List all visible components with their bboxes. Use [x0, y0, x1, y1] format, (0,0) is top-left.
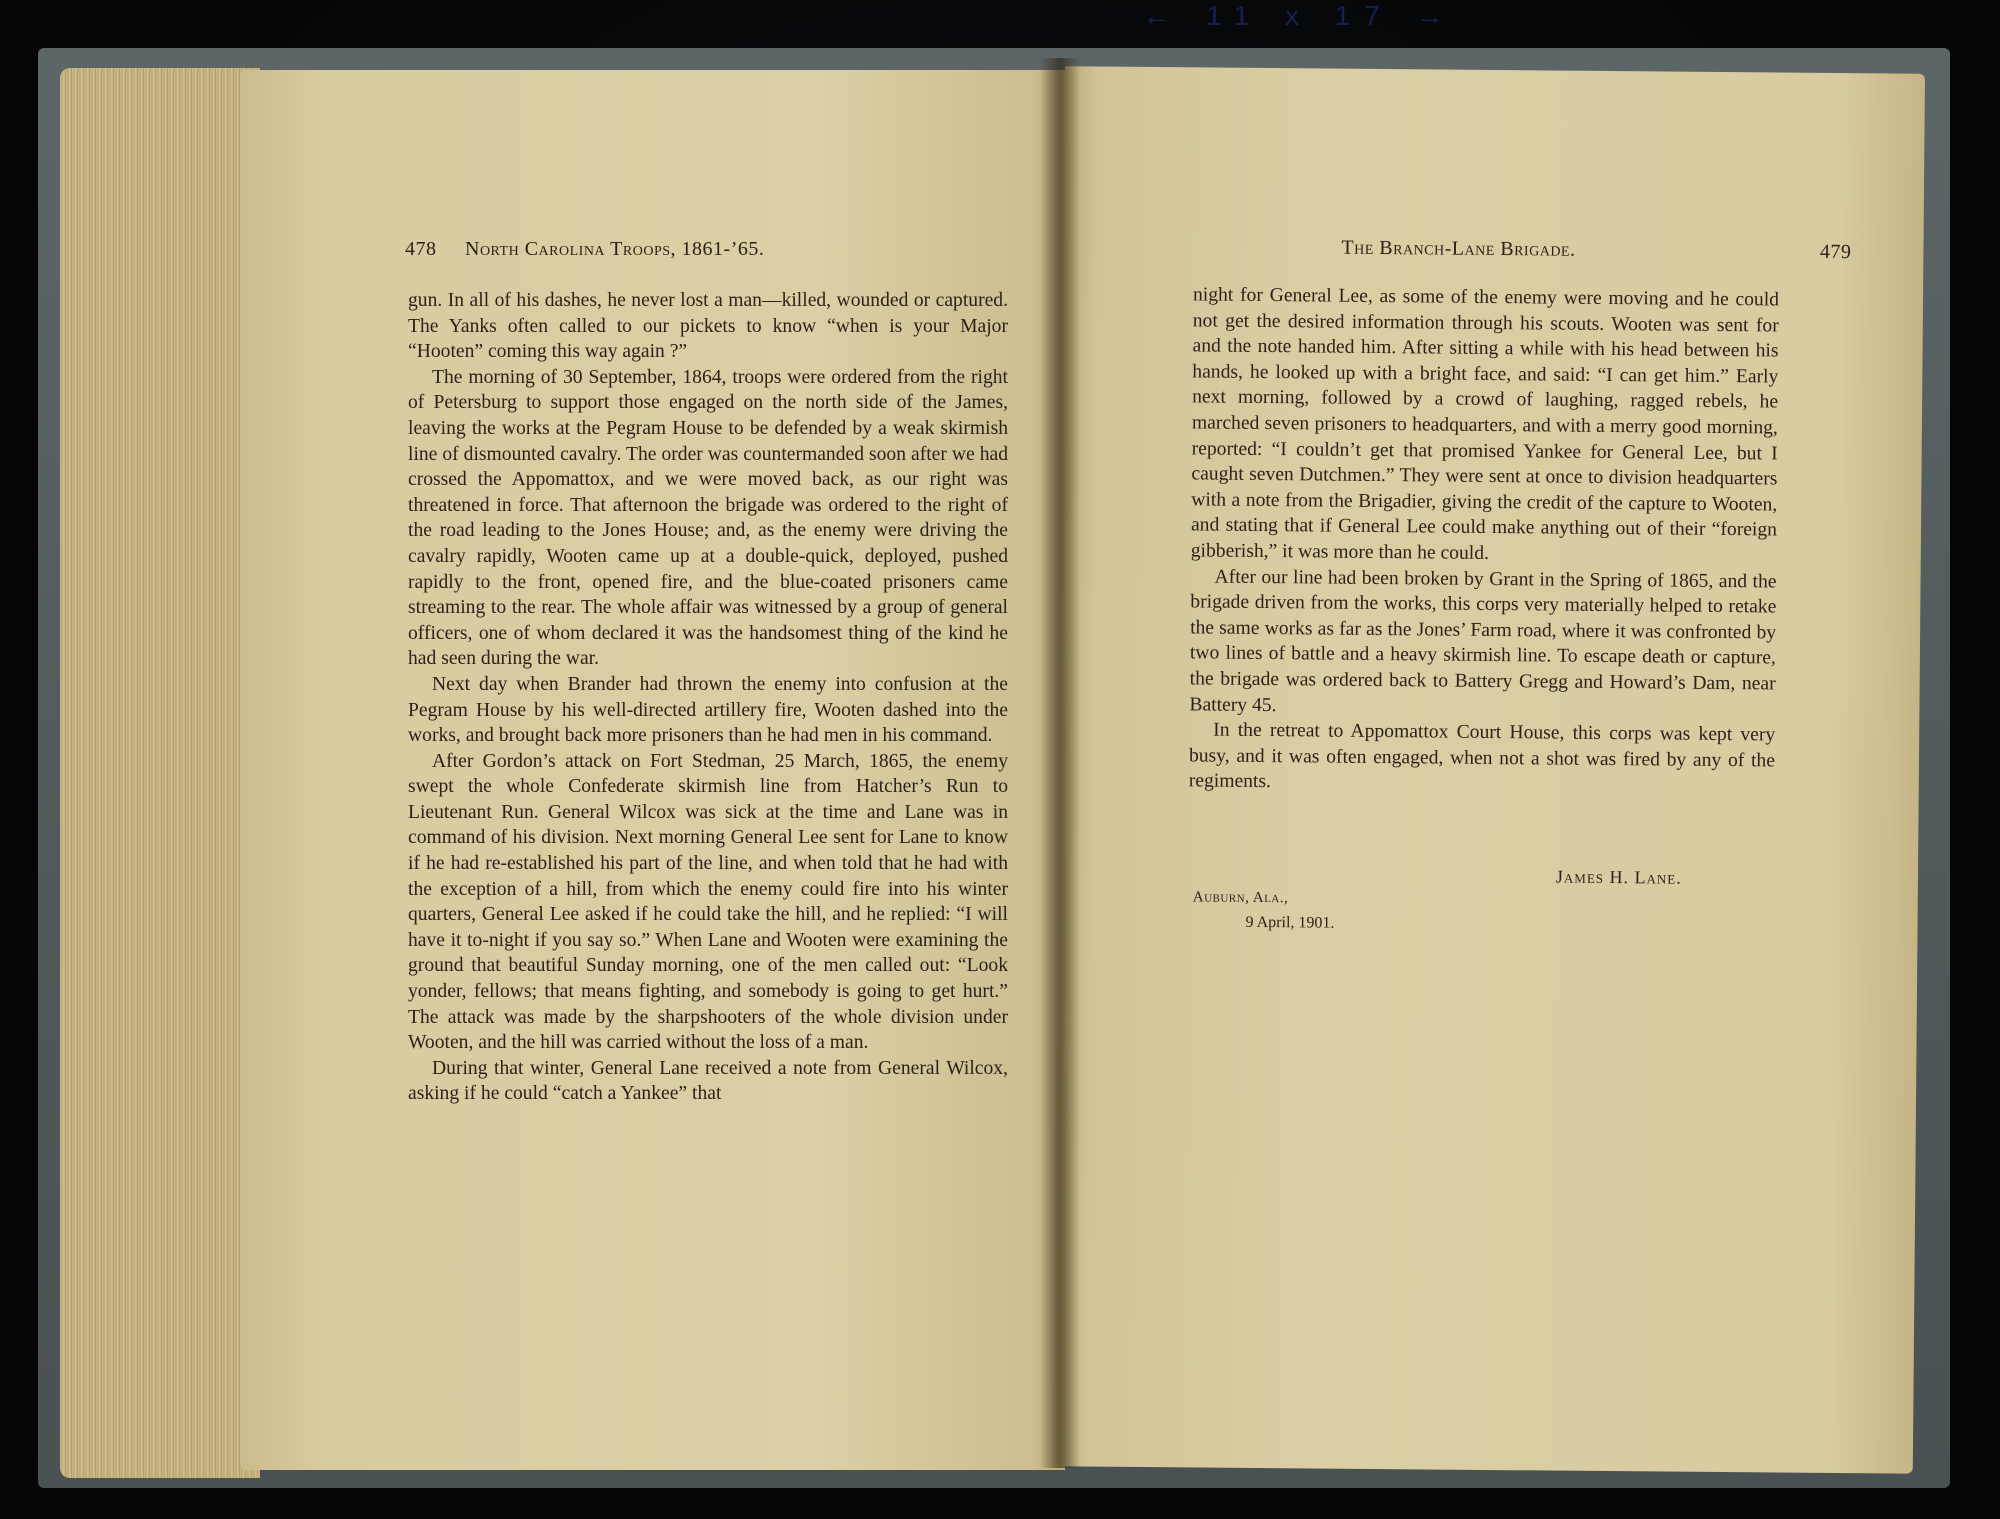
- paragraph: The morning of 30 September, 1864, troops were ordered from the right of Petersburg to support those engaged on the north side of the James, leaving the works at the Pegram House to be defended by a weak skirmish line of dismounted cavalry. The order was countermanded soon after we had crossed the Appomattox, and we were moved back, as our right was threatened in force. That afternoon the brigade was ordered to the right of the road leading to the Jones House; and, as the enemy were driving the cavalry rapidly, Wooten came up at a double-quick, deployed, pushed rapidly to the front, opened fire, and the blue-coated prisoners came streaming to the rear. The whole affair was witnessed by a group of general officers, one of whom declared it was the handsomest thing of the kind he had seen during the war.: [408, 366, 1008, 670]
- right-body-text: [1189, 282, 1779, 799]
- signature-place: Auburn, Ala.,: [1192, 889, 1289, 907]
- left-running-head: [405, 238, 1015, 268]
- right-page: [1053, 66, 1925, 1473]
- book-gutter: [1040, 58, 1080, 1468]
- paragraph: During that winter, General Lane received a note from General Wilcox, asking if he could “catch a Yankee” that: [408, 1057, 1008, 1105]
- paragraph: In the retreat to Appomattox Court House, this corps was kept very busy, and it was often engaged, when not a shot was fired by any of the regiments.: [1188, 719, 1776, 793]
- page-number: 478: [405, 238, 437, 260]
- page-number: 479: [1819, 240, 1852, 264]
- paragraph: night for General Lee, as some of the enemy were moving and he could not get the desired information through his scouts. Wooten was sent for and the note handed him. After sitting a while with his head between his hands, he looked up with a bright face, and said: “I can get him.” Early next morning, followed by a crowd of laughing, ragged rebels, he marched seven prisoners to headquarters, and with a merry good morning, reported: “I couldn’t get that promised Yankee for General Lee, but I caught seven Dutchmen.” They were sent at once to division headquarters with a note from the Brigadier, giving the credit of the capture to Wooten, and stating that if General Lee could make anything out of their “foreign gibberish,” it was more than he could.: [1190, 284, 1780, 564]
- author-signature: James H. Lane.: [1555, 866, 1682, 888]
- page-edge-stack: [60, 68, 260, 1478]
- paragraph: After our line had been broken by Grant in the Spring of 1865, and the brigade driven from the works, this corps very materially helped to retake the same works as far as the Jones’ Farm road, where it was confronted by two lines of battle and a heavy skirmish line. To escape death or capture, the brigade was ordered back to Battery Gregg and Howard’s Dam, near Battery 45.: [1189, 566, 1777, 716]
- scale-ruler-mark: ← 11 x 17 →: [1142, 0, 1458, 31]
- left-body-text: [408, 288, 1008, 1107]
- paragraph: gun. In all of his dashes, he never lost a man—killed, wounded or captured. The Yanks often called to our pickets to know “when is your Major “Hooten” coming this way again ?”: [408, 290, 1008, 363]
- running-head-title: North Carolina Troops, 1861-’65.: [465, 238, 765, 260]
- paragraph: After Gordon’s attack on Fort Stedman, 25 March, 1865, the enemy swept the whole Confederate skirmish line from Hatcher’s Run to Lieutenant Run. General Wilcox was sick at the time and Lane was in command of his division. Next morning General Lee sent for Lane to know if he had re-established his part of the line, and when told that he had with the exception of a hill, from which the enemy could fire into his winter quarters, General Lee asked if he could take the hill, and he replied: “I will have it to-night if you say so.” When Lane and Wooten were examining the ground that beautiful Sunday morning, one of the men called out: “Look yonder, fellows; that means fighting, and somebody is going to get hurt.” The attack was made by the sharpshooters of the whole division under Wooten, and the hill was carried without the loss of a man.: [408, 750, 1008, 1054]
- right-running-head: [1341, 237, 1851, 271]
- paragraph: Next day when Brander had thrown the enemy into confusion at the Pegram House by his well-directed artillery fire, Wooten dashed into the works, and brought back more prisoners than he had men in his command.: [408, 673, 1008, 747]
- running-head-title: The Branch-Lane Brigade.: [1341, 236, 1576, 261]
- signature-date: 9 April, 1901.: [1245, 913, 1335, 932]
- left-page: [240, 70, 1065, 1470]
